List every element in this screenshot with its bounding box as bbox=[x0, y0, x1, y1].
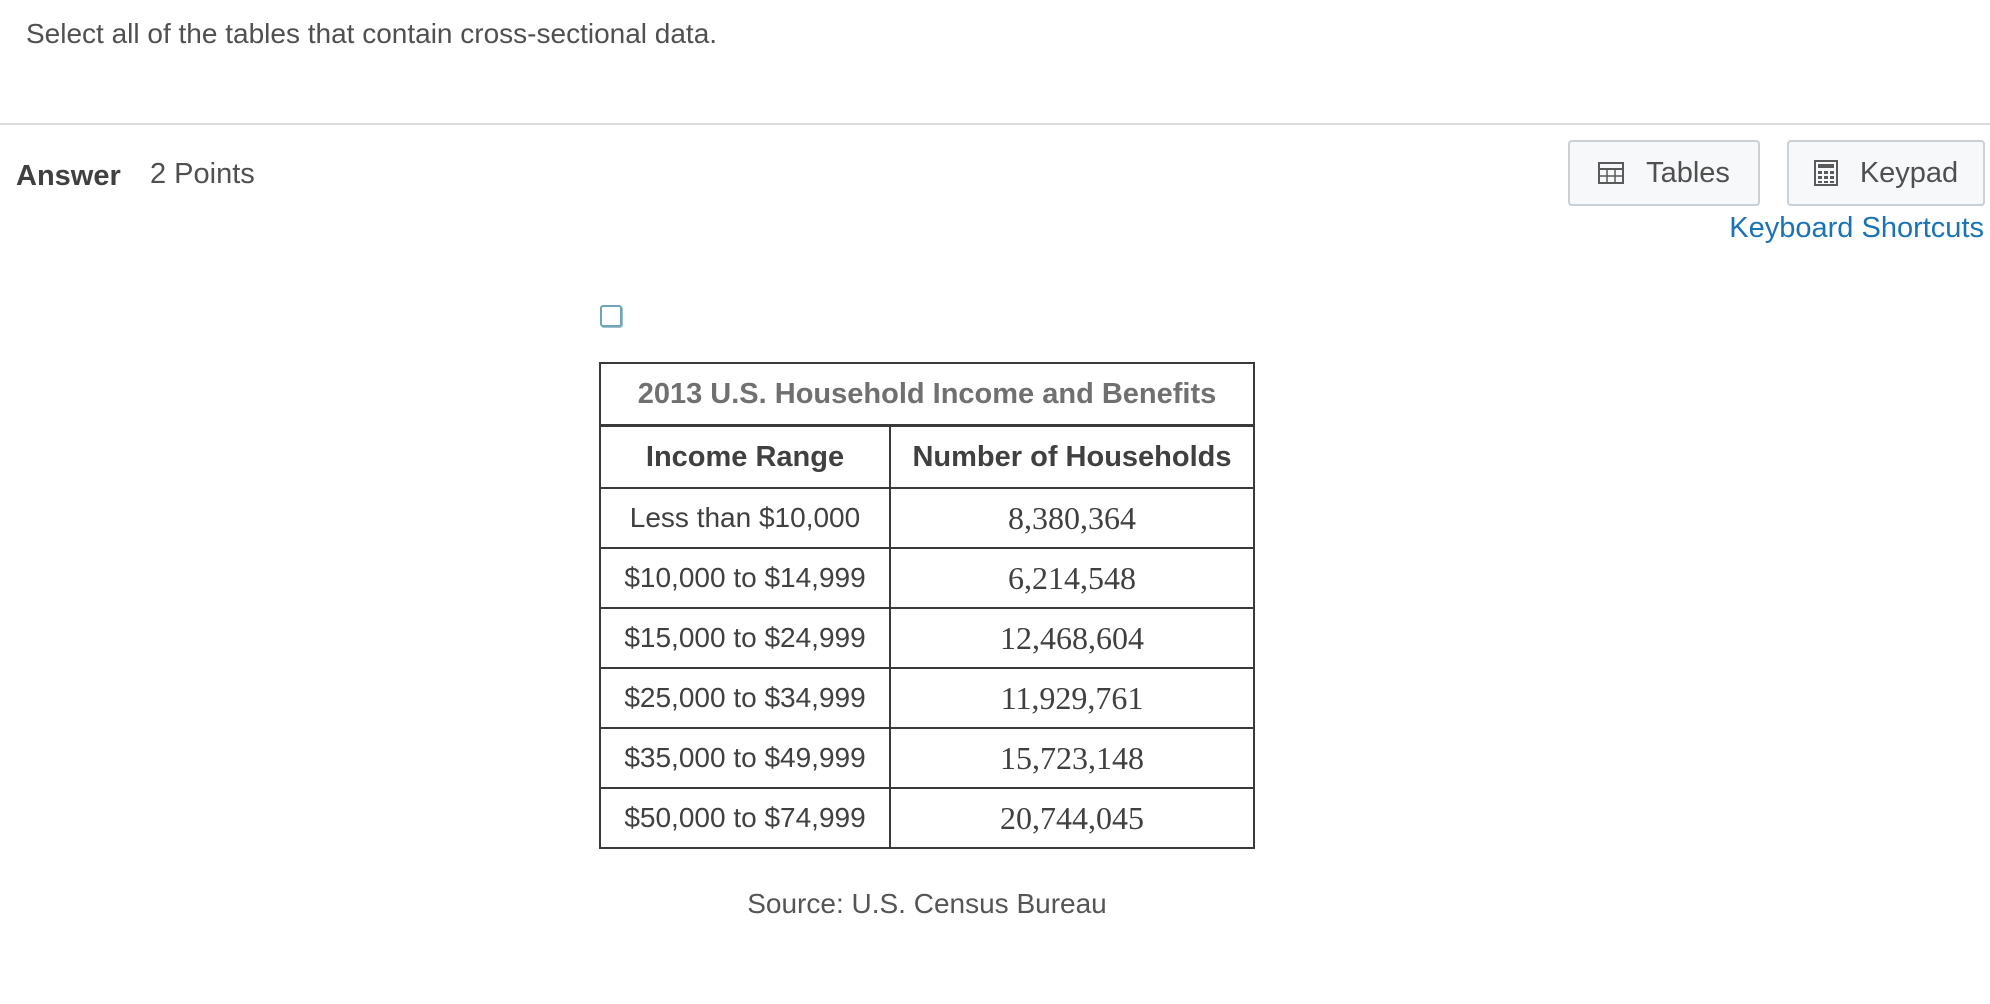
households-cell: 15,723,148 bbox=[890, 728, 1254, 788]
income-range-cell: $15,000 to $24,999 bbox=[600, 608, 890, 668]
table-grid-icon bbox=[1598, 162, 1624, 184]
income-range-cell: $35,000 to $49,999 bbox=[600, 728, 890, 788]
question-prompt: Select all of the tables that contain cross-sectional data. bbox=[26, 18, 718, 49]
table-title: 2013 U.S. Household Income and Benefits bbox=[600, 363, 1254, 426]
income-range-cell: Less than $10,000 bbox=[600, 488, 890, 548]
section-divider bbox=[0, 123, 1990, 125]
households-cell: 6,214,548 bbox=[890, 548, 1254, 608]
table-row bbox=[600, 488, 1254, 548]
keyboard-shortcuts-link[interactable]: Keyboard Shortcuts bbox=[1729, 212, 1984, 244]
tables-button-label: Tables bbox=[1646, 156, 1730, 189]
column-header-income-range: Income Range bbox=[600, 426, 890, 489]
households-cell: 11,929,761 bbox=[890, 668, 1254, 728]
keypad-button-label: Keypad bbox=[1859, 156, 1959, 189]
income-range-cell: $50,000 to $74,999 bbox=[600, 788, 890, 848]
income-range-cell: $25,000 to $34,999 bbox=[600, 668, 890, 728]
tables-button[interactable] bbox=[1568, 140, 1760, 206]
keypad-button[interactable] bbox=[1787, 140, 1985, 206]
column-header-households: Number of Households bbox=[890, 426, 1254, 489]
table-row bbox=[600, 788, 1254, 848]
table-row bbox=[600, 548, 1254, 608]
income-table bbox=[599, 362, 1255, 849]
points-label: 2 Points bbox=[150, 158, 255, 190]
table-row bbox=[600, 668, 1254, 728]
income-range-cell: $10,000 to $14,999 bbox=[600, 548, 890, 608]
table-source: Source: U.S. Census Bureau bbox=[747, 888, 1107, 919]
calculator-icon bbox=[1814, 160, 1838, 186]
households-cell: 12,468,604 bbox=[890, 608, 1254, 668]
answer-label: Answer bbox=[16, 160, 121, 192]
table-row bbox=[600, 728, 1254, 788]
households-cell: 8,380,364 bbox=[890, 488, 1254, 548]
table-row bbox=[600, 608, 1254, 668]
option-checkbox[interactable] bbox=[600, 305, 622, 327]
households-cell: 20,744,045 bbox=[890, 788, 1254, 848]
